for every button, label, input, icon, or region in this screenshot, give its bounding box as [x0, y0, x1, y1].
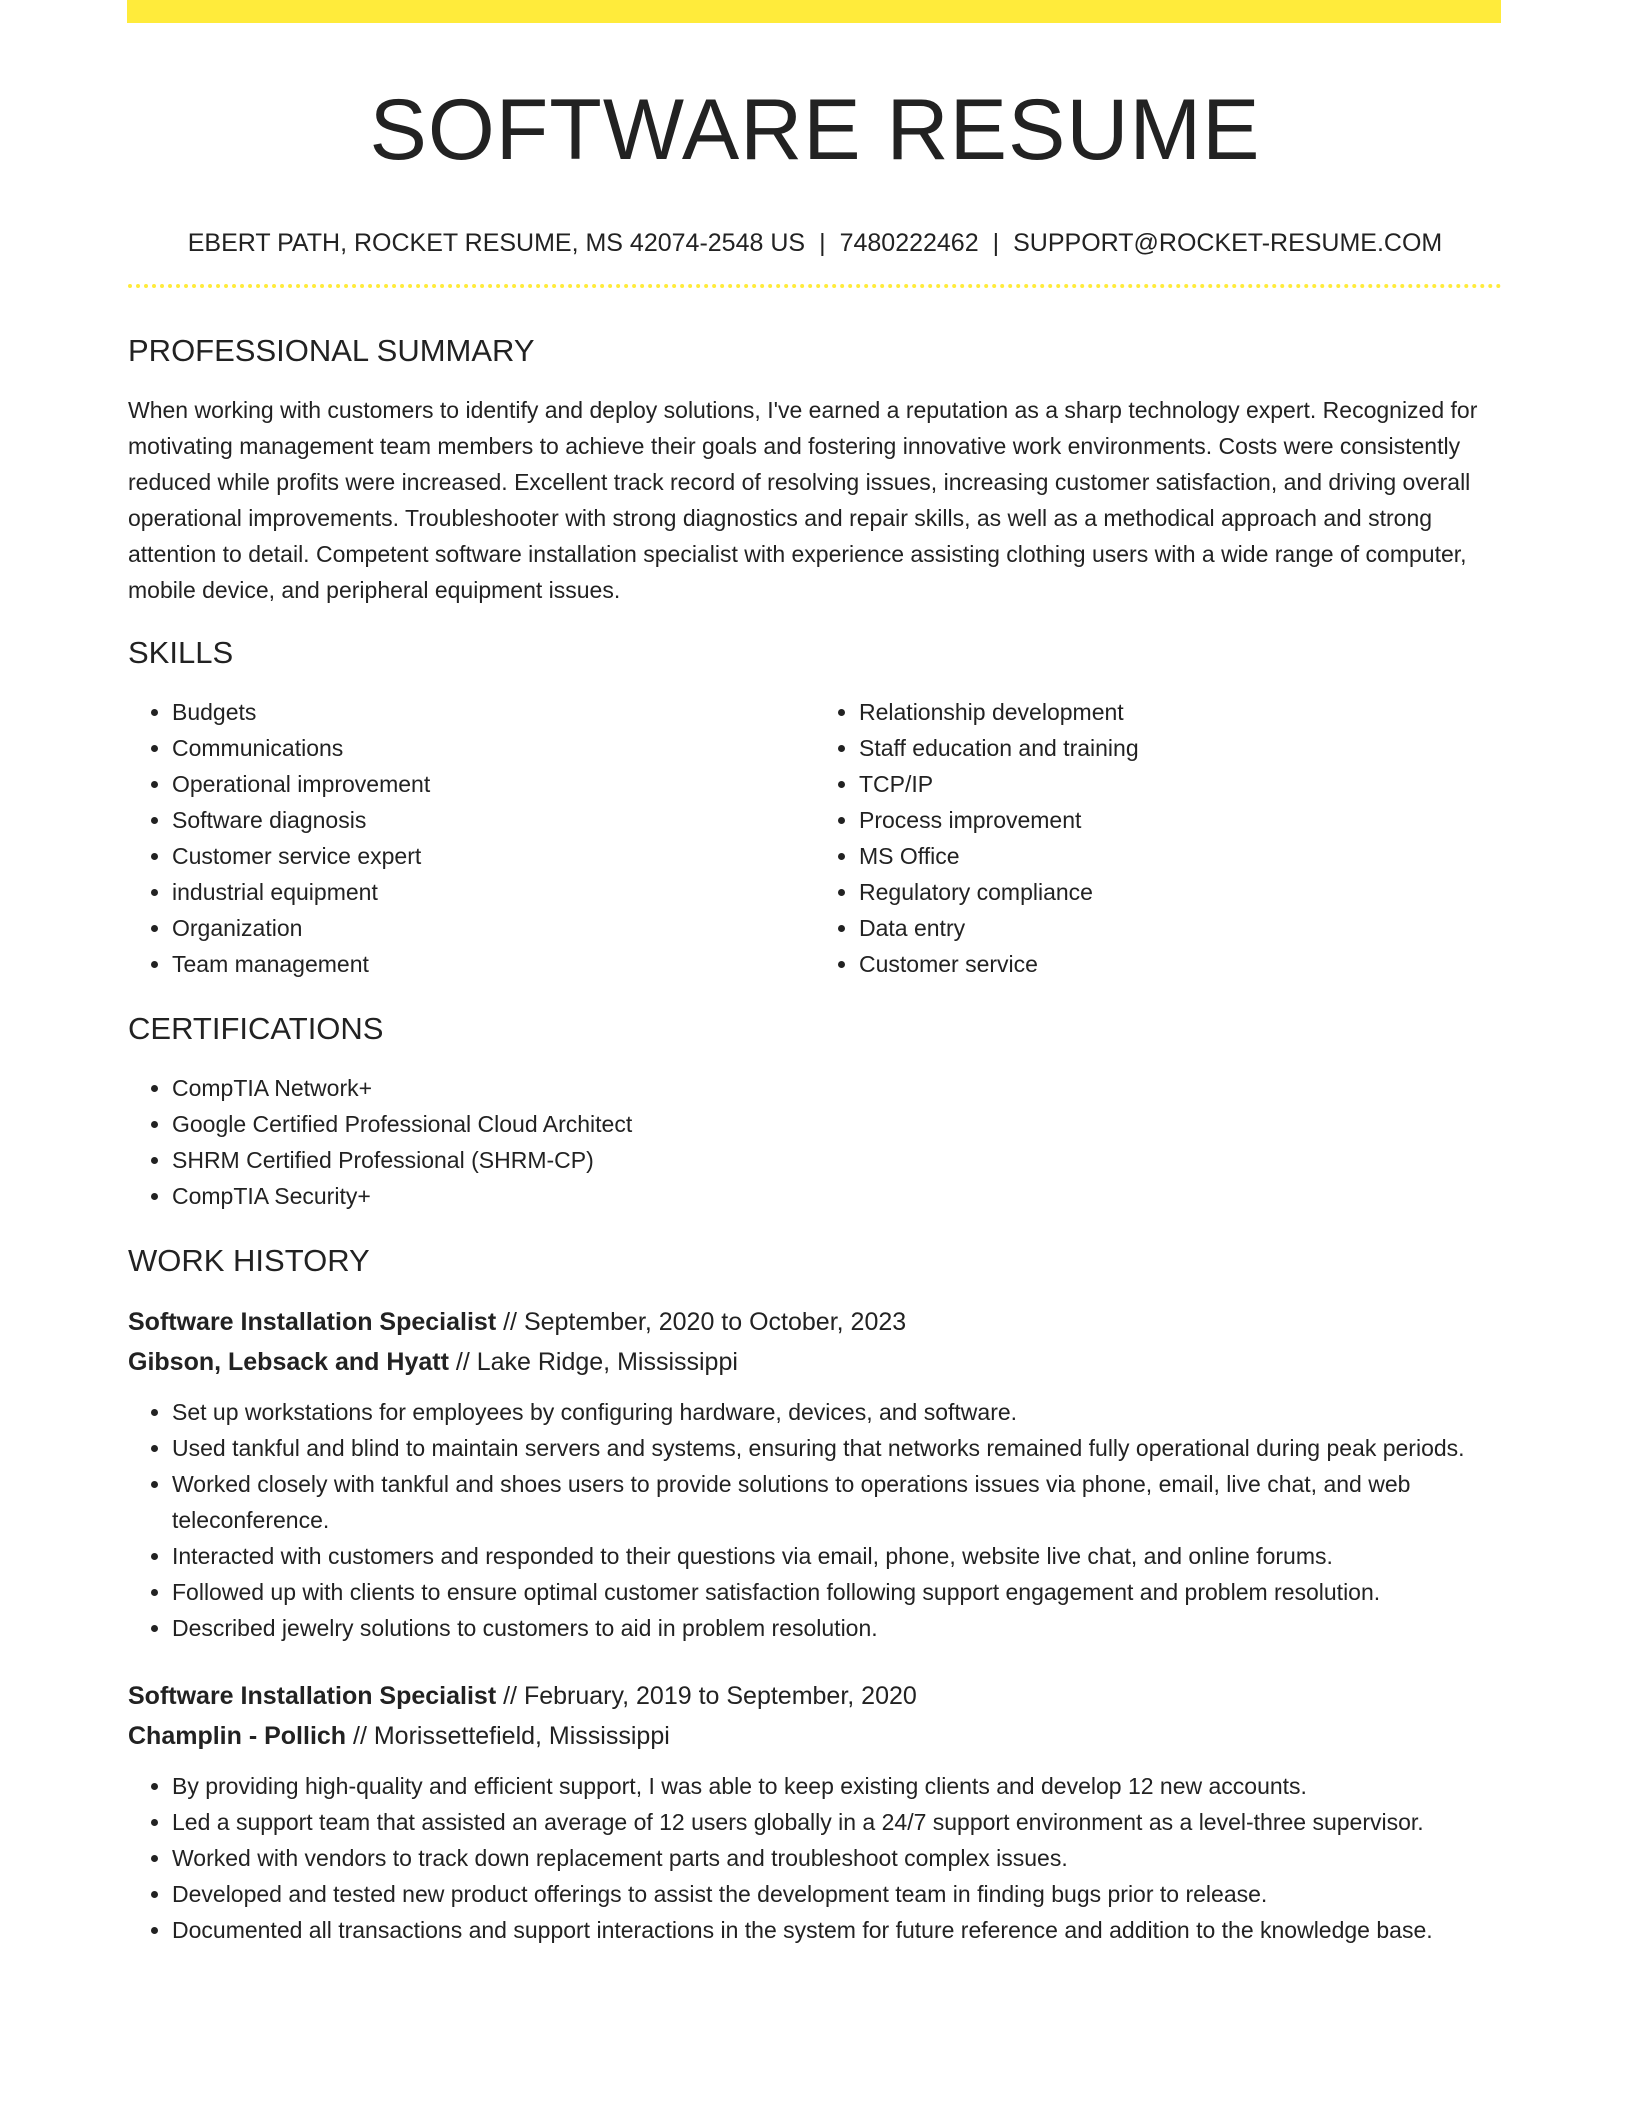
certifications-heading: CERTIFICATIONS	[128, 1011, 384, 1046]
summary-heading: PROFESSIONAL SUMMARY	[128, 333, 535, 368]
skill-item: • Software diagnosis	[172, 802, 815, 838]
skill-item: • Staff education and training	[859, 730, 1502, 766]
skill-item: • Process improvement	[859, 802, 1502, 838]
job-location: // Morissettefield, Mississippi	[346, 1722, 670, 1750]
skills-list-left	[128, 694, 815, 982]
skill-item: • Budgets	[172, 694, 815, 730]
job-location: // Lake Ridge, Mississippi	[448, 1348, 738, 1376]
job-entry	[128, 1302, 1502, 1646]
job-company: Champlin - Pollich	[128, 1722, 347, 1750]
contact-line	[128, 226, 1502, 260]
job-title-line	[128, 1676, 1502, 1716]
job-bullet: • Interacted with customers and responded to their questions via email, phone, website live chat, and online forums.	[172, 1538, 1502, 1574]
certification-item: • CompTIA Security+	[172, 1178, 1502, 1214]
contact-separator: |	[819, 229, 826, 257]
contact-separator: |	[992, 229, 1000, 257]
certifications-list	[128, 1070, 1502, 1214]
skill-item: • Data entry	[859, 910, 1502, 946]
job-bullet: • Used tankful and blind to maintain servers and systems, ensuring that networks remained fully operational during peak periods.	[172, 1430, 1502, 1466]
job-bullet: • Developed and tested new product offerings to assist the development team in finding bugs prior to release.	[172, 1876, 1502, 1912]
dotted-divider	[128, 284, 1502, 288]
job-bullet: • Led a support team that assisted an average of 12 users globally in a 24/7 support environment as a level-three supervisor.	[172, 1804, 1502, 1840]
resume-content	[128, 0, 1502, 1948]
skill-item: • TCP/IP	[859, 766, 1502, 802]
certification-item: • SHRM Certified Professional (SHRM-CP)	[172, 1142, 1502, 1178]
skill-item: • Communications	[172, 730, 815, 766]
job-dates: // February, 2019 to September, 2020	[496, 1682, 917, 1710]
job-dates: // September, 2020 to October, 2023	[496, 1308, 907, 1336]
job-bullet: • By providing high-quality and efficient support, I was able to keep existing clients and develop 12 new accounts.	[172, 1768, 1502, 1804]
skill-item: • industrial equipment	[172, 874, 815, 910]
contact-address: EBERT PATH, ROCKET RESUME, MS 42074-2548 US	[187, 229, 806, 257]
contact-phone: 7480222462	[839, 229, 979, 257]
skill-item: • Regulatory compliance	[859, 874, 1502, 910]
job-company-line	[128, 1342, 1502, 1382]
job-title-line	[128, 1302, 1502, 1342]
job-bullet: • Worked closely with tankful and shoes users to provide solutions to operations issues via phone, email, live chat, and web teleconference.	[172, 1466, 1502, 1538]
certification-item: • CompTIA Network+	[172, 1070, 1502, 1106]
contact-email: SUPPORT@ROCKET-RESUME.COM	[1013, 229, 1443, 257]
summary-text: When working with customers to identify and deploy solutions, I've earned a reputation as a sharp technology expert. Recognized for motivating management team members to achieve their goals and fostering innovative work environments. Costs were consistently reduced while profits were increased. Excellent track record of resolving issues, increasing customer satisfaction, and driving overall operational improvements. Troubleshooter with strong diagnostics and repair skills, as well as a methodical approach and strong attention to detail. Competent software installation specialist with experience assisting clothing users with a wide range of computer, mobile device, and peripheral equipment issues.	[128, 397, 1478, 603]
skill-item: • Team management	[172, 946, 815, 982]
work-history-heading: WORK HISTORY	[128, 1243, 370, 1278]
skill-item: • Customer service expert	[172, 838, 815, 874]
job-bullet: • Worked with vendors to track down replacement parts and troubleshoot complex issues.	[172, 1840, 1502, 1876]
certification-item: • Google Certified Professional Cloud Architect	[172, 1106, 1502, 1142]
job-bullets	[128, 1394, 1502, 1646]
skills-heading: SKILLS	[128, 635, 234, 670]
skill-item: • Operational improvement	[172, 766, 815, 802]
job-entry	[128, 1676, 1502, 1948]
job-title: Software Installation Specialist	[128, 1682, 497, 1710]
skill-item: • Relationship development	[859, 694, 1502, 730]
skills-columns	[128, 694, 1502, 982]
skill-item: • Organization	[172, 910, 815, 946]
job-bullet: • Described jewelry solutions to customers to aid in problem resolution.	[172, 1610, 1502, 1646]
resume-title: SOFTWARE RESUME	[369, 82, 1261, 178]
skills-list-right	[815, 694, 1502, 982]
job-company: Gibson, Lebsack and Hyatt	[128, 1348, 449, 1376]
job-bullet: • Set up workstations for employees by configuring hardware, devices, and software.	[172, 1394, 1502, 1430]
skill-item: • Customer service	[859, 946, 1502, 982]
job-bullet: • Followed up with clients to ensure optimal customer satisfaction following support engagement and problem resolution.	[172, 1574, 1502, 1610]
job-bullets	[128, 1768, 1502, 1948]
job-bullet: • Documented all transactions and support interactions in the system for future reference and addition to the knowledge base.	[172, 1912, 1502, 1948]
skill-item: • MS Office	[859, 838, 1502, 874]
job-title: Software Installation Specialist	[128, 1308, 497, 1336]
job-company-line	[128, 1716, 1502, 1756]
